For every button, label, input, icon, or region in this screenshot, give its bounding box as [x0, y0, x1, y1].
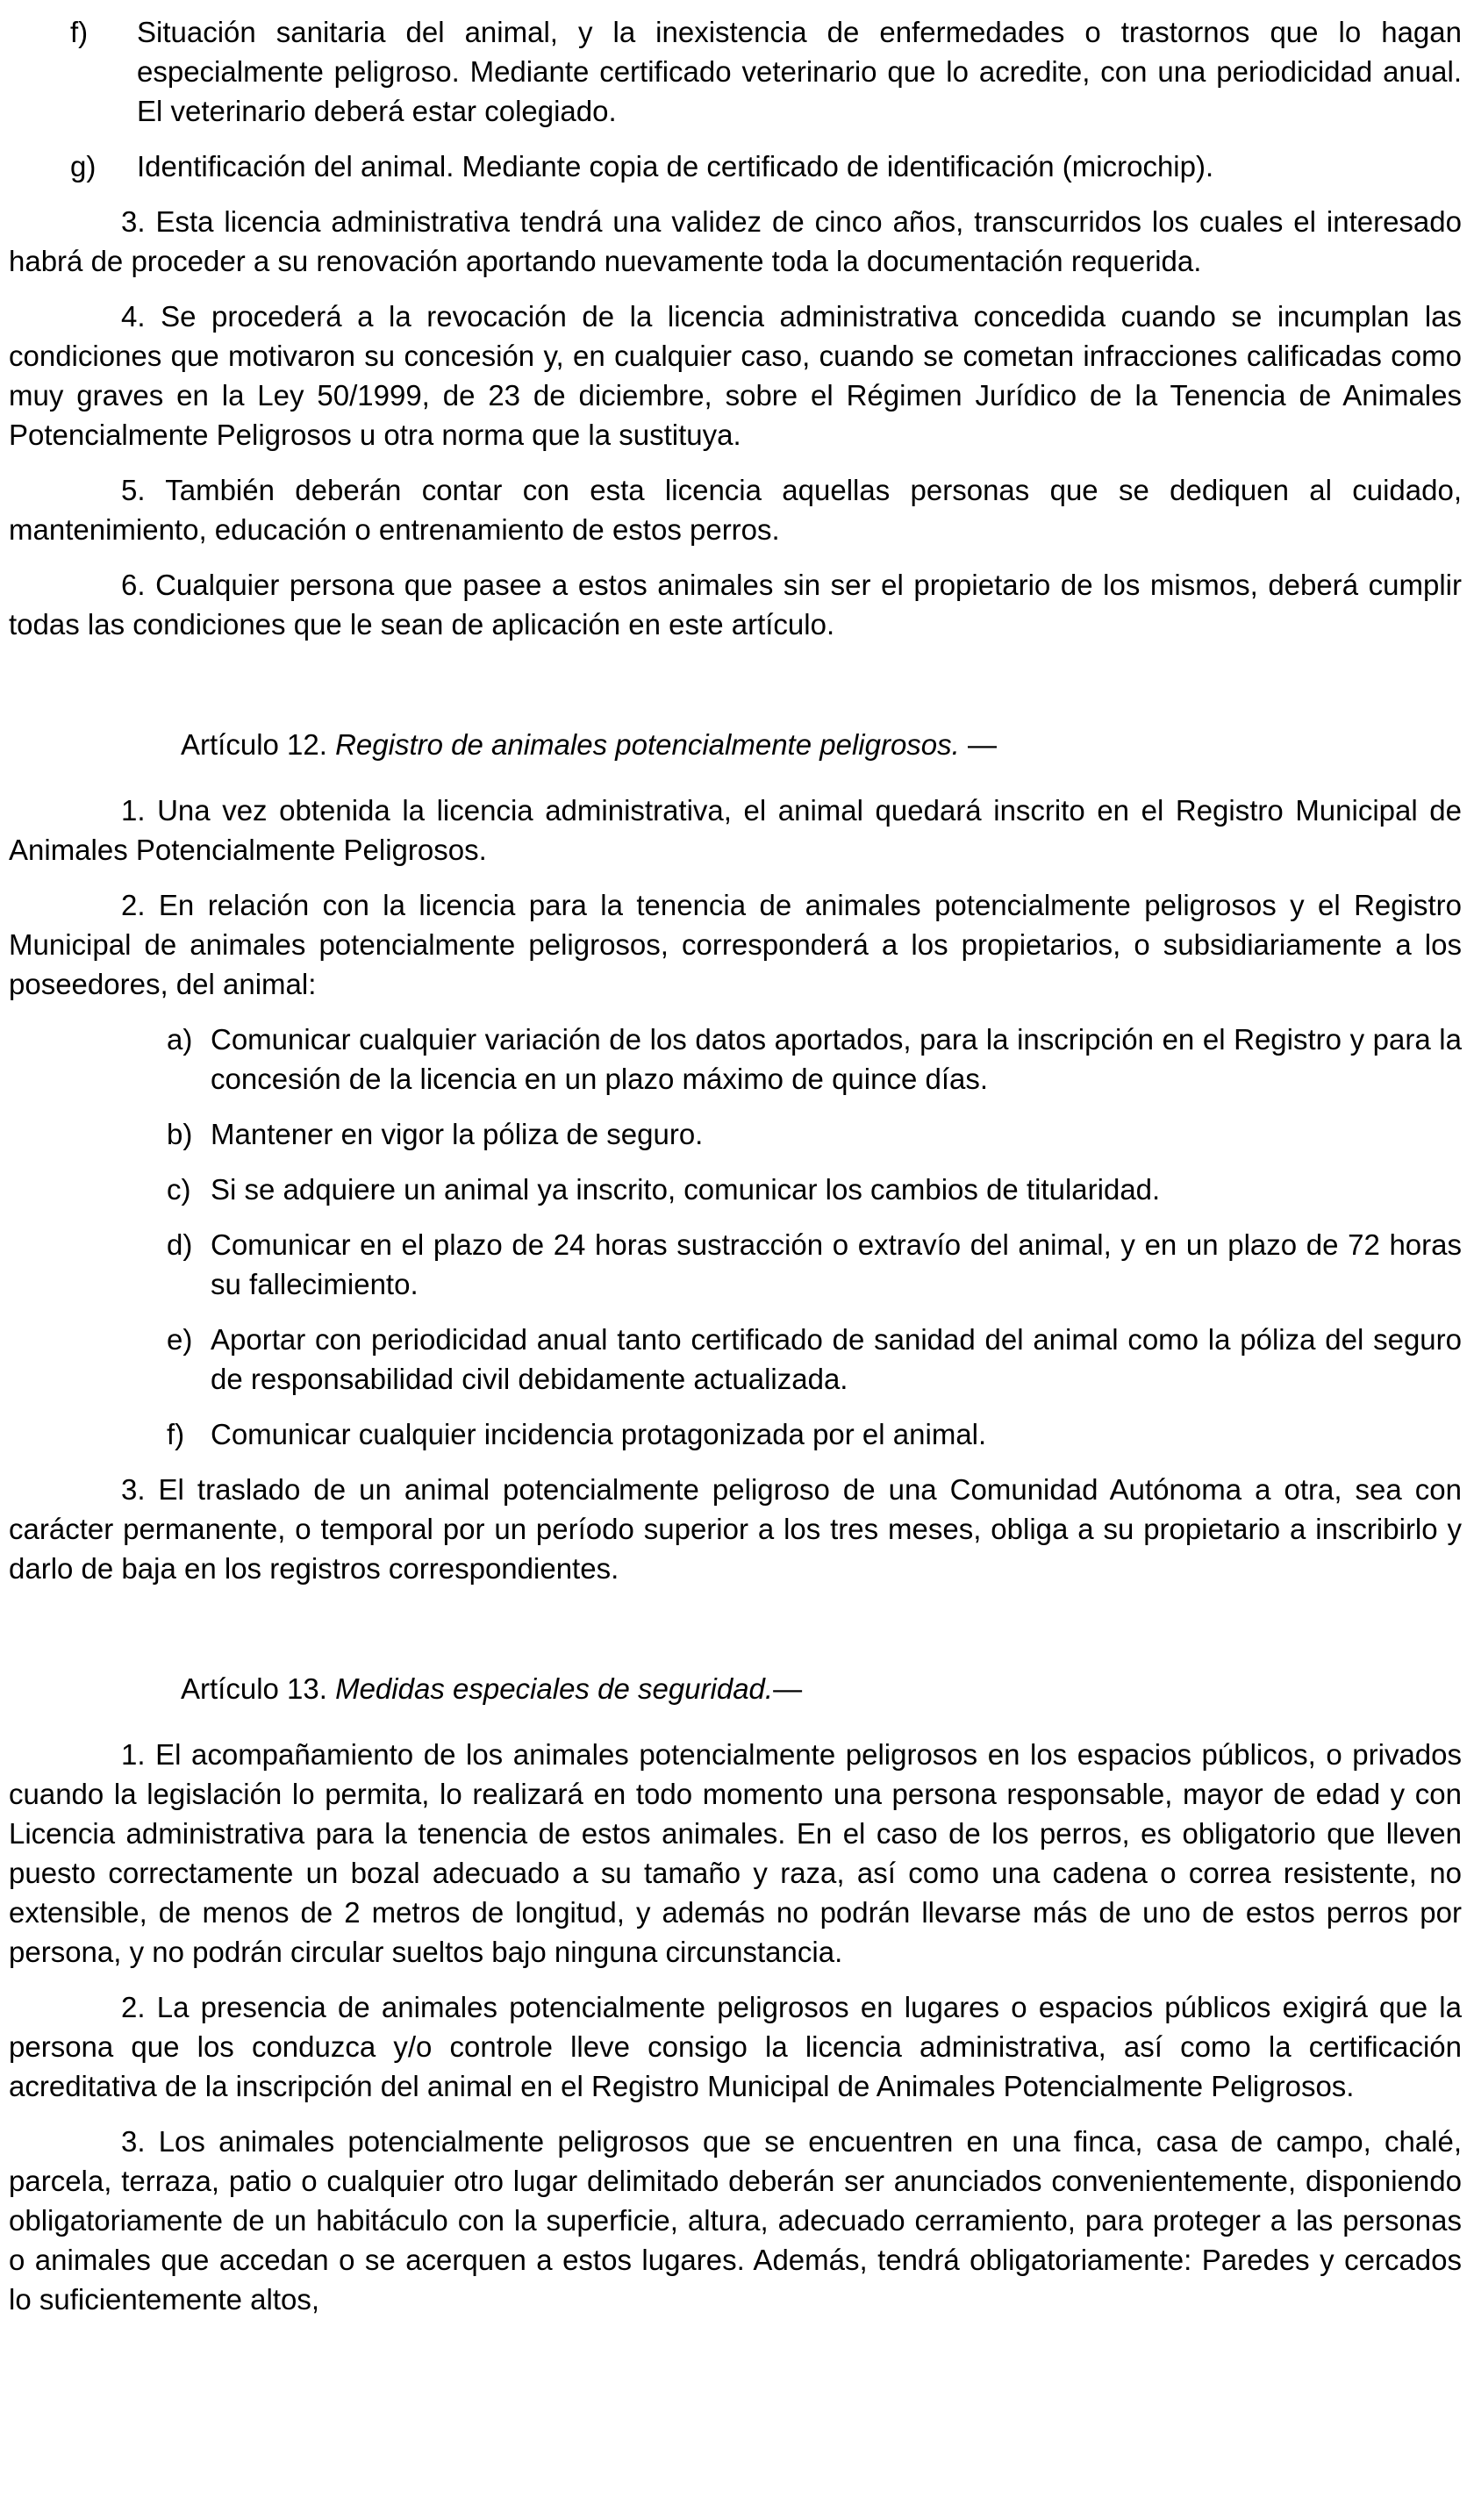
- item-label: d): [167, 1228, 193, 1261]
- item-text: Identificación del animal. Mediante copia de certificado de identificación (microchip).: [137, 150, 1214, 183]
- sub-item-a: [167, 1020, 1462, 1099]
- sub-item-c: [167, 1170, 1462, 1209]
- paragraph-6: 6. Cualquier persona que pasee a estos animales sin ser el propietario de los mismos, deberá cumplir todas las condiciones que le sean de aplicación en este artículo.: [9, 569, 1462, 641]
- article-13-paragraph-1: 1. El acompañamiento de los animales potencialmente peligrosos en los espacios públicos, o privados cuando la legislación lo permita, lo realizará en todo momento una persona responsable, mayor de edad y con Licencia administrativa para la tenencia de estos animales. En el caso de los perros, es obligatorio que lleven puesto correctamente un bozal adecuado a su tamaño y raza, así como una cadena o correa resistente, no extensible, de menos de 2 metros de longitud, y además no podrán llevarse más de uno de estos perros por persona, y no podrán circular sueltos bajo ninguna circunstancia.: [9, 1738, 1462, 1968]
- sub-item-e: [167, 1320, 1462, 1399]
- item-label: a): [167, 1023, 193, 1056]
- article-12-heading: [181, 725, 1462, 764]
- item-label: f): [70, 16, 89, 48]
- article-12-number: Artículo 12.: [181, 728, 336, 761]
- article-13-paragraph-3: 3. Los animales potencialmente peligrosos que se encuentren en una finca, casa de campo, chalé, parcela, terraza, patio o cualquier otro lugar delimitado deberán ser anunciados convenientemente, disponiendo obligatoriamente de un habitáculo con la superficie, altura, adecuado cerramiento, para proteger a las personas o animales que accedan o se acerquen a estos lugares. Además, tendrá obligatoriamente: Paredes y cercados lo suficientemente altos,: [9, 2125, 1462, 2316]
- article-13-paragraph-2: 2. La presencia de animales potencialmente peligrosos en lugares o espacios públicos exigirá que la persona que los conduzca y/o controle lleve consigo la licencia administrativa, así como la certificación acreditativa de la inscripción del animal en el Registro Municipal de Animales Potencialmente Peligrosos.: [9, 1991, 1462, 2102]
- item-text: Comunicar en el plazo de 24 horas sustracción o extravío del animal, y en un plazo de 72 horas su fallecimiento.: [211, 1228, 1462, 1300]
- paragraph-4: 4. Se procederá a la revocación de la licencia administrativa concedida cuando se incumplan las condiciones que motivaron su concesión y, en cualquier caso, cuando se cometan infracciones calificadas como muy graves en la Ley 50/1999, de 23 de diciembre, sobre el Régimen Jurídico de la Tenencia de Animales Potencialmente Peligrosos u otra norma que la sustituya.: [9, 300, 1462, 451]
- item-text: Comunicar cualquier variación de los datos aportados, para la inscripción en el Registro y para la concesión de la licencia en un plazo máximo de quince días.: [211, 1023, 1462, 1095]
- article-13-title: Medidas especiales de seguridad.: [335, 1672, 774, 1705]
- article-12-paragraph-2: 2. En relación con la licencia para la tenencia de animales potencialmente peligrosos y el Registro Municipal de animales potencialmente peligrosos, corresponderá a los propietarios, o subsidiariamente a los poseedores, del animal:: [9, 889, 1462, 1000]
- item-text: Comunicar cualquier incidencia protagonizada por el animal.: [211, 1418, 987, 1450]
- item-text: Aportar con periodicidad anual tanto certificado de sanidad del animal como la póliza del seguro de responsabilidad civil debidamente actualizada.: [211, 1323, 1462, 1395]
- article-13-number: Artículo 13.: [181, 1672, 336, 1705]
- article-13-dash: —: [773, 1672, 803, 1705]
- item-text: Mantener en vigor la póliza de seguro.: [211, 1118, 704, 1150]
- sub-item-d: [167, 1225, 1462, 1304]
- article-12-paragraph-3: 3. El traslado de un animal potencialmente peligroso de una Comunidad Autónoma a otra, sea con carácter permanente, o temporal por un período superior a los tres meses, obliga a su propietario a inscribirlo y darlo de baja en los registros correspondientes.: [9, 1473, 1462, 1585]
- item-text: Situación sanitaria del animal, y la inexistencia de enfermedades o trastornos que lo hagan especialmente peligroso. Mediante certificado veterinario que lo acredite, con una periodicidad anual. El veterinario deberá estar colegiado.: [137, 16, 1462, 127]
- item-label: c): [167, 1173, 191, 1206]
- paragraph-5: 5. También deberán contar con esta licencia aquellas personas que se dediquen al cuidado, mantenimiento, educación o entrenamiento de estos perros.: [9, 474, 1462, 546]
- article-13-heading: [181, 1669, 1462, 1708]
- item-label: f): [167, 1418, 185, 1450]
- article-12-paragraph-1: 1. Una vez obtenida la licencia administrativa, el animal quedará inscrito en el Registro Municipal de Animales Potencialmente Peligrosos.: [9, 794, 1462, 866]
- item-label: b): [167, 1118, 193, 1150]
- item-text: Si se adquiere un animal ya inscrito, comunicar los cambios de titularidad.: [211, 1173, 1161, 1206]
- sub-item-b: [167, 1114, 1462, 1154]
- paragraph-3: 3. Esta licencia administrativa tendrá una validez de cinco años, transcurridos los cuales el interesado habrá de proceder a su renovación aportando nuevamente toda la documentación requerida.: [9, 205, 1462, 277]
- item-label: e): [167, 1323, 193, 1356]
- lettered-item-g: [70, 147, 1462, 186]
- article-12-title: Registro de animales potencialmente peligrosos.: [335, 728, 960, 761]
- item-label: g): [70, 150, 97, 183]
- lettered-item-f: [70, 12, 1462, 131]
- article-12-dash: —: [959, 728, 997, 761]
- sub-item-f: [167, 1414, 1462, 1454]
